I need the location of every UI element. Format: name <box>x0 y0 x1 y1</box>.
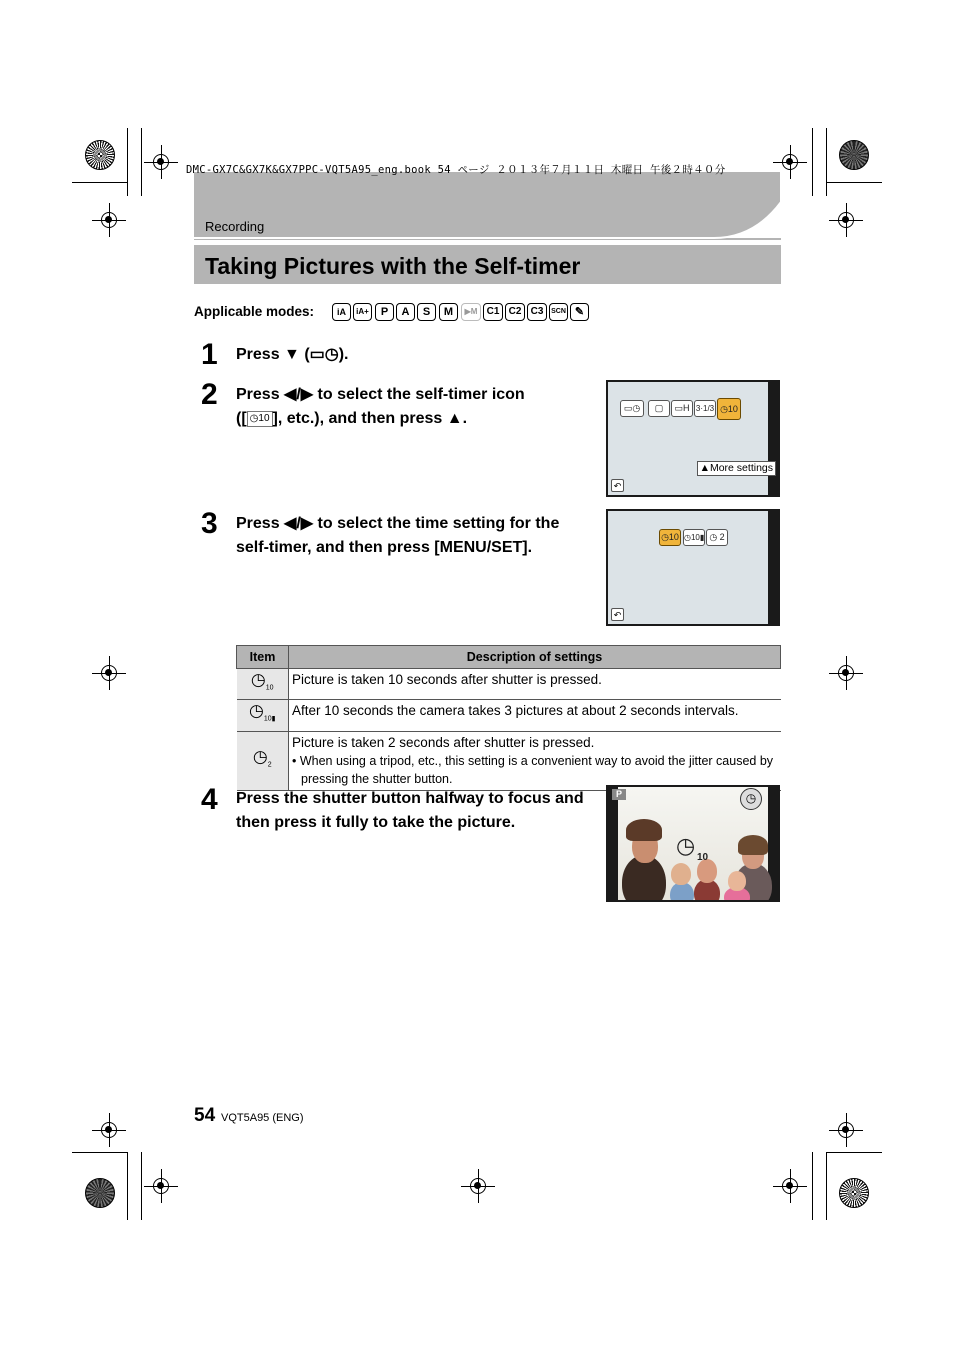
back-icon[interactable]: ↶ <box>611 608 624 621</box>
person-hair <box>626 819 662 841</box>
step-text <box>236 383 525 431</box>
registration-wheel-icon <box>839 1178 869 1208</box>
mode-icon: C3 <box>527 303 547 321</box>
crosshair-icon <box>101 665 117 681</box>
single-chip[interactable]: ▢ <box>648 400 670 417</box>
step-number: 4 <box>201 783 218 816</box>
step-number: 1 <box>201 338 218 371</box>
person-face <box>728 871 746 891</box>
screen-edge <box>768 382 778 495</box>
registration-wheel-icon <box>839 140 869 170</box>
crosshair-icon <box>153 154 169 170</box>
description-text: Picture is taken 2 seconds after shutter is pressed. <box>292 734 595 750</box>
registration-wheel-icon <box>85 140 115 170</box>
step-number: 2 <box>201 378 218 411</box>
crosshair-icon <box>782 1178 798 1194</box>
burst-timer-chip[interactable]: ▭◷ <box>620 400 644 417</box>
crosshair-icon <box>101 212 117 228</box>
document-code: VQT5A95 (ENG) <box>221 1112 304 1124</box>
self-timer-chip-selected[interactable]: ◷10 <box>717 398 741 420</box>
mode-icon: A <box>396 303 415 321</box>
step-text-fragment: ], etc.), and then press ▲. <box>272 410 468 427</box>
timer-10-burst-chip[interactable]: ◷10▮ <box>683 529 705 546</box>
header-curve-decoration <box>194 172 781 240</box>
page-number: 54 <box>194 1105 216 1126</box>
self-timer-status-icon: ◷ <box>740 788 762 810</box>
timer-2-chip[interactable]: ◷ 2 <box>706 529 728 546</box>
mode-icon: ▶M <box>461 303 481 321</box>
self-timer-10-burst-icon: $◷_{10▮}$ <box>237 700 289 731</box>
step-text: Press ▼ (▭◷). <box>236 346 349 363</box>
mode-icon: M <box>439 303 458 321</box>
person-face <box>671 863 691 885</box>
applicable-modes-label: Applicable modes: <box>194 304 315 319</box>
table-row <box>237 700 781 731</box>
description-note: • When using a tripod, etc., this setting is a convenient way to avoid the jitter caused by pressing the shutter button. <box>292 753 774 786</box>
self-timer-10-icon: ◷10 <box>247 411 273 427</box>
burst-high-chip[interactable]: ▭H <box>671 400 693 417</box>
mode-icon: ✎ <box>570 303 589 321</box>
crosshair-icon <box>838 212 854 228</box>
description-cell: Picture is taken 10 seconds after shutter is pressed. <box>289 669 781 700</box>
registration-wheel-icon <box>85 1178 115 1208</box>
screen-edge <box>608 787 618 902</box>
timer-10-chip-selected[interactable]: ◷10 <box>659 529 681 546</box>
section-label: Recording <box>205 219 265 234</box>
camera-screen-drive-menu <box>606 380 780 497</box>
screen-edge <box>768 511 778 624</box>
step-text-fragment: ([ <box>236 410 247 427</box>
crosshair-icon <box>838 665 854 681</box>
self-timer-overlay-number: 10 <box>697 852 709 863</box>
step-text-line: then press it fully to take the picture. <box>236 814 516 831</box>
mode-icon: P <box>375 303 394 321</box>
settings-table <box>236 645 781 791</box>
crosshair-icon <box>101 1122 117 1138</box>
step-text <box>236 787 584 835</box>
file-stamp: DMC-GX7C&GX7K&GX7PPC-VQT5A95_eng.book 54 ページ ２０１３年７月１１日 木曜日 午後２時４０分 <box>186 164 726 176</box>
crosshair-icon <box>782 154 798 170</box>
table-row <box>237 669 781 700</box>
mode-icon: C2 <box>505 303 525 321</box>
mode-icon: iA+ <box>353 303 372 321</box>
column-header-description: Description of settings <box>289 646 781 669</box>
step-number: 3 <box>201 507 218 540</box>
crosshair-icon <box>470 1178 486 1194</box>
more-settings-button[interactable]: ▲More settings <box>697 461 776 476</box>
mode-icon: C1 <box>483 303 503 321</box>
table-row <box>237 731 781 790</box>
mode-icon: S <box>417 303 436 321</box>
step-text-line: Press the shutter button halfway to focus and <box>236 790 584 807</box>
self-timer-overlay-icon: ◷ <box>676 833 696 858</box>
step-text-line: Press ◀/▶ to select the self-timer icon <box>236 386 525 403</box>
self-timer-10-icon: $◷_{10}$ <box>237 669 289 700</box>
person-hair <box>738 835 768 855</box>
person-figure <box>670 882 694 902</box>
step-text-line: self-timer, and then press [MENU/SET]. <box>236 539 533 556</box>
column-header-item: Item <box>237 646 289 669</box>
description-cell <box>289 731 781 790</box>
back-icon[interactable]: ↶ <box>611 479 624 492</box>
description-cell: After 10 seconds the camera takes 3 pictures at about 2 seconds intervals. <box>289 700 781 731</box>
table-header-row <box>237 646 781 669</box>
crosshair-icon <box>153 1178 169 1194</box>
mode-icon: SCN <box>549 303 568 321</box>
mode-badge: P <box>612 789 626 800</box>
page-title: Taking Pictures with the Self-timer <box>205 253 581 279</box>
camera-live-view-photo <box>606 785 780 902</box>
crosshair-icon <box>838 1122 854 1138</box>
camera-screen-timer-select <box>606 509 780 626</box>
step-text <box>236 512 559 560</box>
step-text-line: Press ◀/▶ to select the time setting for the <box>236 515 560 532</box>
self-timer-2-icon: $◷_2$ <box>237 731 289 790</box>
bracket-chip[interactable]: 3·1/3 <box>694 400 716 417</box>
mode-icon: iA <box>332 303 351 321</box>
